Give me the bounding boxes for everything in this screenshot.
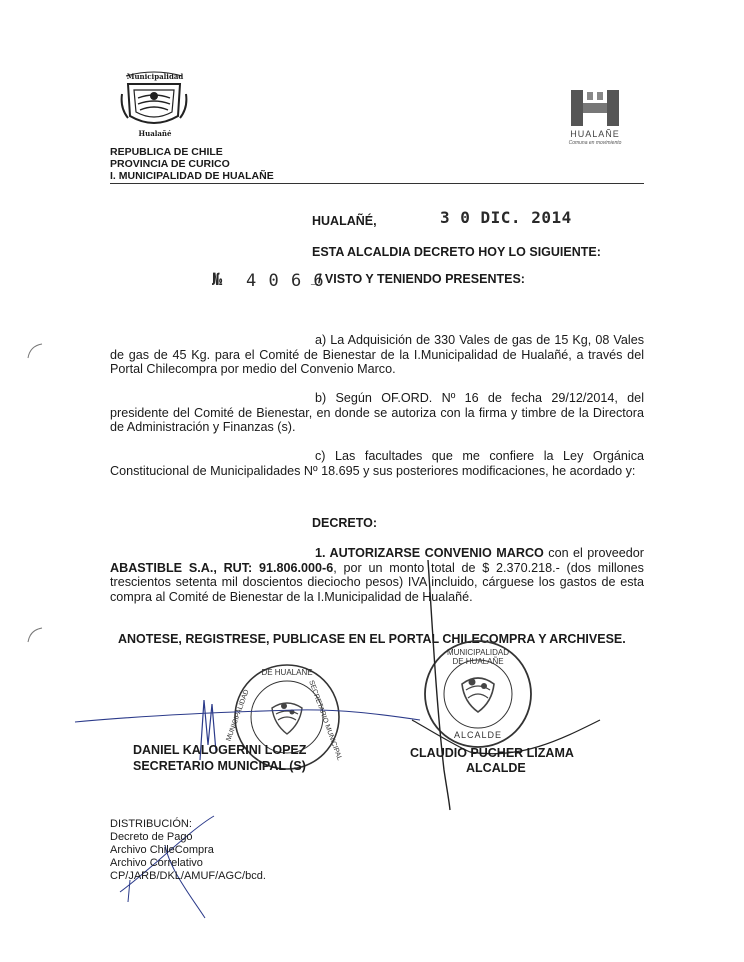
consideration-b-text: b) Según OF.ORD. Nº 16 de fecha 29/12/2014, del presidente del Comité de Bienestar, en donde se autoriza con la firma y timbre de la Directora de Administración y Finanzas (s). [110,391,644,434]
consideration-c-text: c) Las facultades que me confiere la Ley Orgánica Constitucional de Municipalidades Nº 18.695 y sus posteriores modificaciones, he acordado y: [110,449,644,478]
signature-left-name: DANIEL KALOGERINI LOPEZ [133,743,307,757]
consideration-a-text: a) La Adquisición de 330 Vales de gas de 15 Kg, 08 Vales de gas de 45 Kg. para el Comité de Bienestar de la I.Municipalidad de Hualañé, a través del Portal Chilecompra por medio del Convenio Marco. [110,333,644,376]
distribution-item-correlativo: Archivo Correlativo [110,857,203,869]
signature-right-name: CLAUDIO PUCHER LIZAMA [410,746,574,760]
decreto-title: DECRETO: [312,516,378,530]
seal-right-top: MUNICIPALIDAD DE HUALAÑE [446,648,510,666]
date-stamp: 3 0 DIC. 2014 [440,208,572,227]
header-line-provincia: PROVINCIA DE CURICO [110,158,230,170]
decree-intro: ESTA ALCALDIA DECRETO HOY LO SIGUIENTE: [312,245,601,259]
article-1 [110,546,644,604]
logo-tagline: Comuna en movimiento [568,140,622,146]
place-label: HUALAÑÉ, [312,214,377,228]
crest-caption-top: Municipalidad [126,72,184,81]
closing-line: ANOTESE, REGISTRESE, PUBLICASE EN EL PORTAL CHILECOMPRA Y ARCHIVESE. [118,632,626,646]
visto-heading: _/ VISTO Y TENIENDO PRESENTES: [311,272,525,286]
logo-name: HUALAÑE [570,129,620,139]
consideration-c [110,449,644,478]
seal-left-top: DE HUALAÑE [261,668,313,677]
article-text-1: con el proveedor [543,546,644,560]
hualane-logo [569,88,621,130]
signature-right-title: ALCALDE [466,761,526,775]
consideration-b [110,391,644,435]
distribution-item-initials: CP/JARB/DKL/AMUF/AGC/bcd. [110,870,266,882]
punch-mark-2 [26,626,46,646]
article-lead: 1. AUTORIZARSE CONVENIO MARCO [315,546,544,560]
crest-caption-bottom: Hualañé [138,129,172,138]
header-line-municipalidad: I. MUNICIPALIDAD DE HUALAÑE [110,170,274,182]
punch-mark-1 [26,342,46,362]
article-provider: ABASTIBLE S.A., RUT: 91.806.000-6 [110,560,334,575]
decree-number: 4 0 6 6 [246,271,325,291]
seal-right-bottom: ALCALDE [453,730,503,740]
seal-left-right: SECRETARIO MUNICIPAL [307,679,343,762]
signature-left-title: SECRETARIO MUNICIPAL (S) [133,759,306,773]
distribution-title: DISTRIBUCIÓN: [110,818,192,830]
header-line-republica: REPUBLICA DE CHILE [110,146,223,158]
article-text-2: , por un monto total de $ 2.370.218.- (dos millones trescientos setenta mil doscientos dieciocho pesos) IVA incluido, cárguese los gastos de esta compra al Comité de Bienestar de la I.Municipalidad de Hualañé. [110,560,644,604]
header-rule [110,183,644,184]
h-logo-icon [569,88,621,128]
distribution-item-decreto: Decreto de Pago [110,831,193,843]
decree-number-prefix: № [212,270,223,290]
seal-left-side: MUNICIPALIDAD [225,688,251,743]
distribution-item-chilecompra: Archivo ChileCompra [110,844,214,856]
consideration-a [110,333,644,377]
